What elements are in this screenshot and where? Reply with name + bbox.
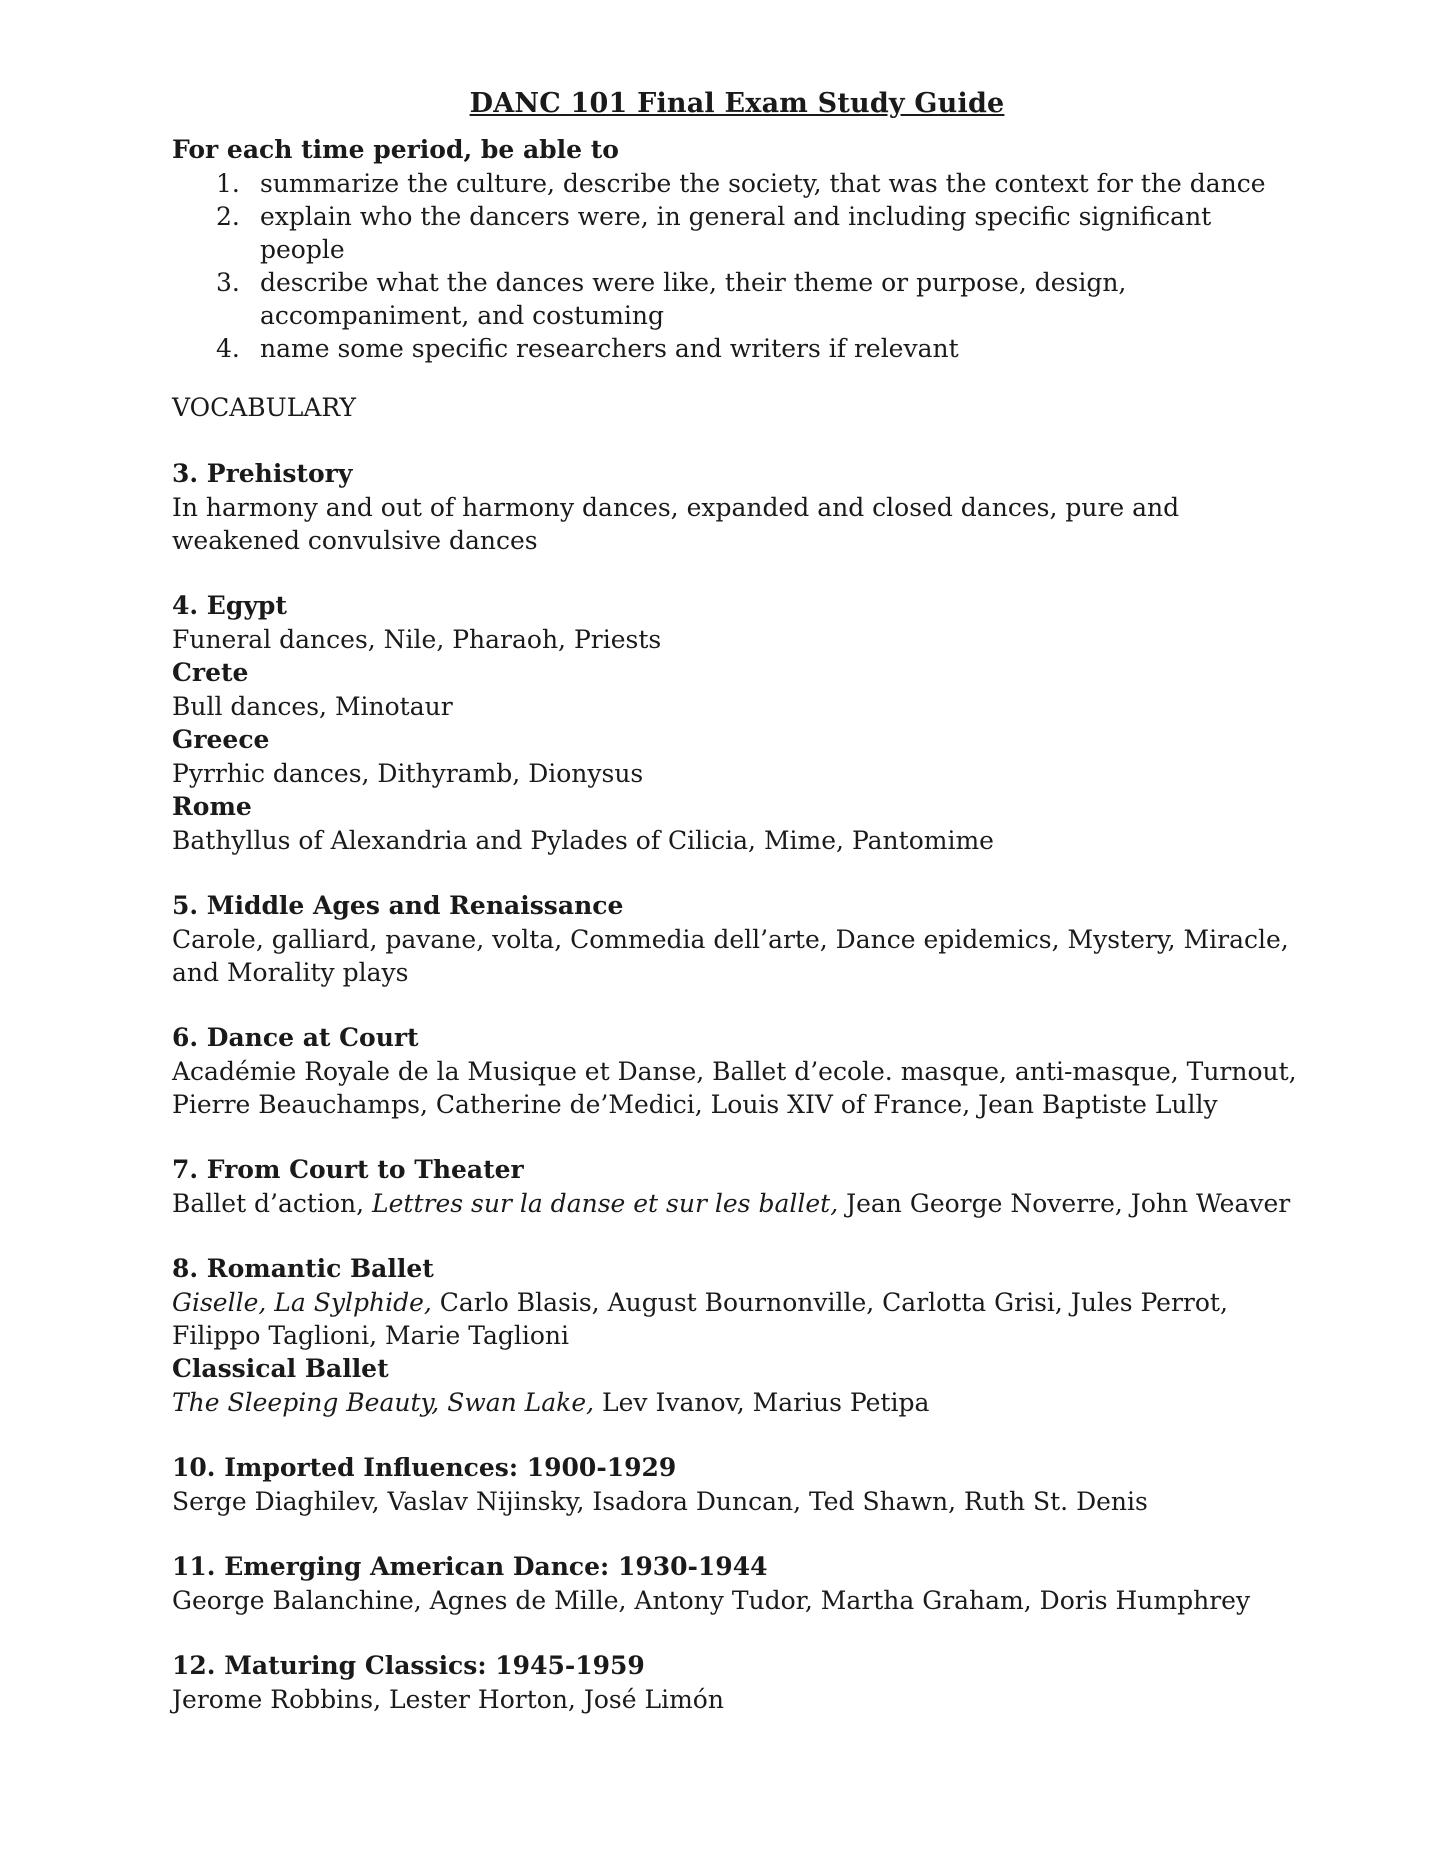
subsection-terms: Pyrrhic dances, Dithyramb, Dionysus bbox=[172, 759, 644, 788]
vocabulary-label: VOCABULARY bbox=[172, 393, 356, 422]
section-heading: 10. Imported Influences: 1900-1929 bbox=[172, 1453, 677, 1482]
task-number: 1. bbox=[216, 169, 240, 198]
section-dance-at-court bbox=[172, 1021, 1302, 1121]
section-court-to-theater bbox=[172, 1153, 1302, 1220]
subsection-terms bbox=[172, 1386, 1302, 1419]
section-heading: 11. Emerging American Dance: 1930-1944 bbox=[172, 1552, 768, 1581]
section-heading: 8. Romantic Ballet bbox=[172, 1254, 434, 1283]
task-text: summarize the culture, describe the society, that was the context for the dance bbox=[260, 169, 1266, 198]
section-romantic-ballet bbox=[172, 1252, 1302, 1419]
terms-text: Ballet d’action, bbox=[172, 1189, 372, 1218]
task-text: name some specific researchers and writers if relevant bbox=[260, 334, 959, 363]
section-terms: Académie Royale de la Musique et Danse, Ballet d’ecole. masque, anti-masque, Turnout, Pierre Beauchamps, Catherine de’Medici, Louis XIV of France, Jean Baptiste Lully bbox=[172, 1057, 1297, 1119]
terms-text: Lev Ivanov, Marius Petipa bbox=[594, 1388, 930, 1417]
task-item bbox=[216, 200, 1302, 266]
section-heading: 7. From Court to Theater bbox=[172, 1155, 524, 1184]
section-terms bbox=[172, 1187, 1302, 1220]
subsection-heading: Greece bbox=[172, 725, 270, 754]
subsection-heading: Crete bbox=[172, 658, 249, 687]
task-number: 2. bbox=[216, 202, 240, 231]
section-terms: In harmony and out of harmony dances, expanded and closed dances, pure and weakened convulsive dances bbox=[172, 493, 1180, 555]
section-heading: 12. Maturing Classics: 1945-1959 bbox=[172, 1651, 645, 1680]
section-maturing-classics bbox=[172, 1649, 1302, 1716]
terms-italic: Giselle, La Sylphide, bbox=[172, 1288, 432, 1317]
section-terms: Jerome Robbins, Lester Horton, José Limón bbox=[172, 1685, 724, 1714]
section-terms: Carole, galliard, pavane, volta, Commedia dell’arte, Dance epidemics, Mystery, Miracle, and Morality plays bbox=[172, 925, 1289, 987]
task-item bbox=[216, 167, 1302, 200]
task-item bbox=[216, 266, 1302, 332]
task-list bbox=[172, 167, 1302, 365]
task-text: describe what the dances were like, their theme or purpose, design, accompaniment, and costuming bbox=[260, 268, 1127, 330]
terms-text: Jean George Noverre, John Weaver bbox=[838, 1189, 1291, 1218]
section-middle-ages bbox=[172, 889, 1302, 989]
section-egypt bbox=[172, 589, 1302, 857]
task-text: explain who the dancers were, in general and including specific significant people bbox=[260, 202, 1212, 264]
document-title: DANC 101 Final Exam Study Guide bbox=[469, 88, 1005, 119]
section-heading: 6. Dance at Court bbox=[172, 1023, 419, 1052]
terms-text: Carlo Blasis, August Bournonville, Carlotta Grisi, Jules Perrot, Filippo Taglioni, Marie Taglioni bbox=[172, 1288, 1228, 1350]
study-guide-page bbox=[172, 88, 1302, 1748]
section-emerging-american-dance bbox=[172, 1550, 1302, 1617]
section-terms: George Balanchine, Agnes de Mille, Antony Tudor, Martha Graham, Doris Humphrey bbox=[172, 1586, 1251, 1615]
terms-italic: The Sleeping Beauty, Swan Lake, bbox=[172, 1388, 595, 1417]
terms-italic: Lettres sur la danse et sur les ballet, bbox=[372, 1189, 839, 1218]
subsection-terms: Bathyllus of Alexandria and Pylades of Cilicia, Mime, Pantomime bbox=[172, 826, 994, 855]
section-prehistory bbox=[172, 457, 1302, 557]
section-terms: Serge Diaghilev, Vaslav Nijinsky, Isadora Duncan, Ted Shawn, Ruth St. Denis bbox=[172, 1487, 1148, 1516]
task-number: 3. bbox=[216, 268, 240, 297]
section-terms bbox=[172, 1286, 1302, 1352]
subsection-terms: Bull dances, Minotaur bbox=[172, 692, 453, 721]
subsection-heading: Rome bbox=[172, 792, 252, 821]
section-heading: 3. Prehistory bbox=[172, 459, 353, 488]
intro-heading: For each time period, be able to bbox=[172, 135, 619, 164]
section-heading: 5. Middle Ages and Renaissance bbox=[172, 891, 624, 920]
subsection-heading: Classical Ballet bbox=[172, 1354, 389, 1383]
task-item bbox=[216, 332, 1302, 365]
section-terms: Funeral dances, Nile, Pharaoh, Priests bbox=[172, 625, 662, 654]
section-heading: 4. Egypt bbox=[172, 591, 287, 620]
section-imported-influences bbox=[172, 1451, 1302, 1518]
task-number: 4. bbox=[216, 334, 240, 363]
